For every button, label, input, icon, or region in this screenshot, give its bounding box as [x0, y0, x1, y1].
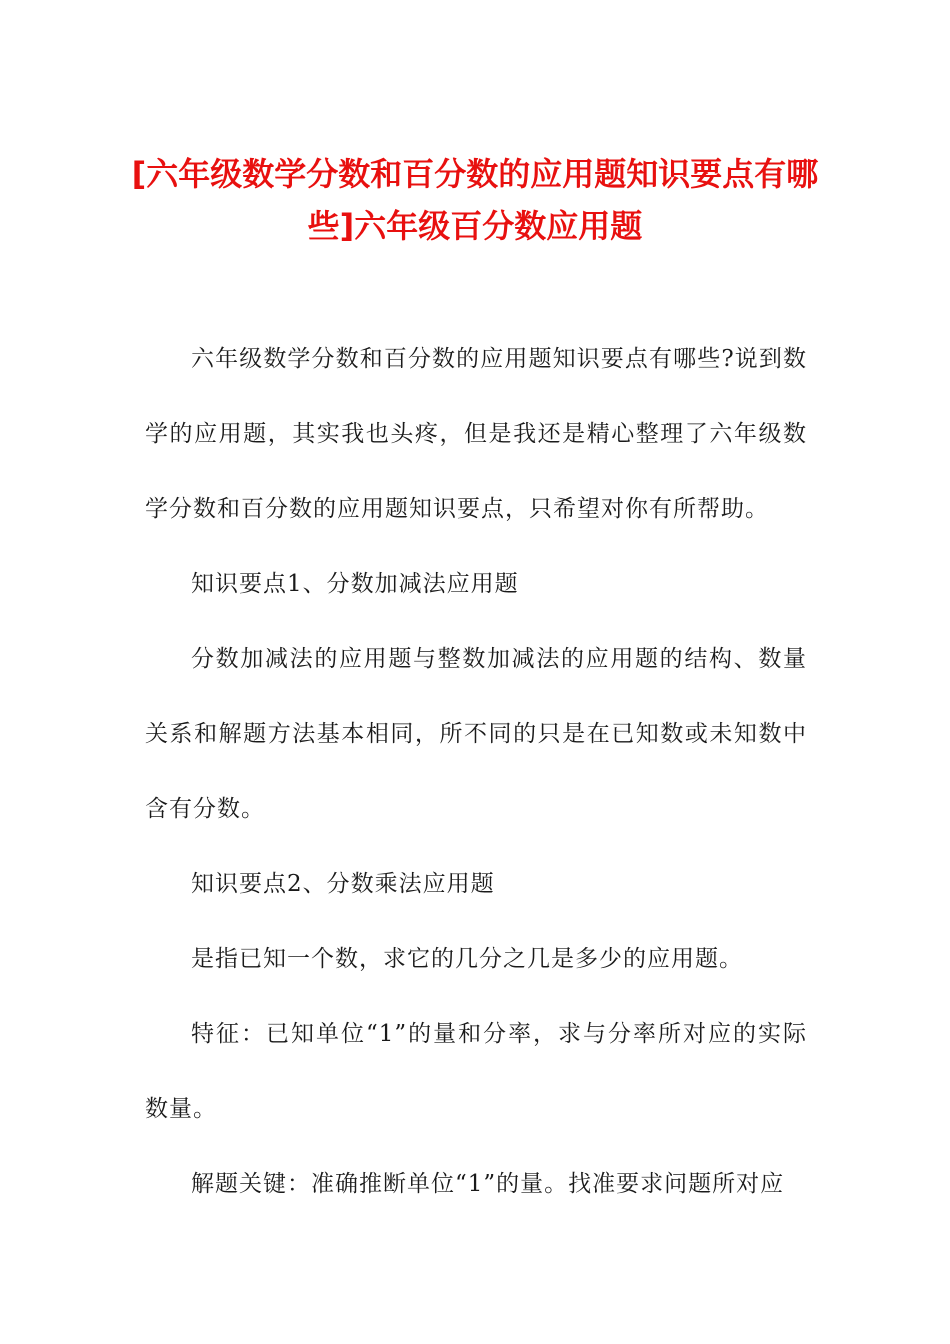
document-body [145, 322, 807, 1222]
section-heading-1: 知识要点1、分数加减法应用题 [191, 571, 519, 597]
section-1-paragraph: 分数加减法的应用题与整数加减法的应用题的结构、数量关系和解题方法基本相同，所不同的只是在已知数或未知数中含有分数。 [145, 646, 807, 822]
document-title: [六年级数学分数和百分数的应用题知识要点有哪些]六年级百分数应用题 [131, 155, 819, 245]
section-heading-2: 知识要点2、分数乘法应用题 [191, 871, 495, 897]
section-2-feature: 特征：已知单位“1”的量和分率，求与分率所对应的实际数量。 [145, 1021, 807, 1122]
intro-paragraph: 六年级数学分数和百分数的应用题知识要点有哪些?说到数学的应用题，其实我也头疼，但是我还是精心整理了六年级数学分数和百分数的应用题知识要点，只希望对你有所帮助。 [145, 346, 807, 522]
section-2-definition: 是指已知一个数，求它的几分之几是多少的应用题。 [191, 946, 743, 972]
section-2-key: 解题关键：准确推断单位“1”的量。找准要求问题所对应 [191, 1171, 785, 1197]
